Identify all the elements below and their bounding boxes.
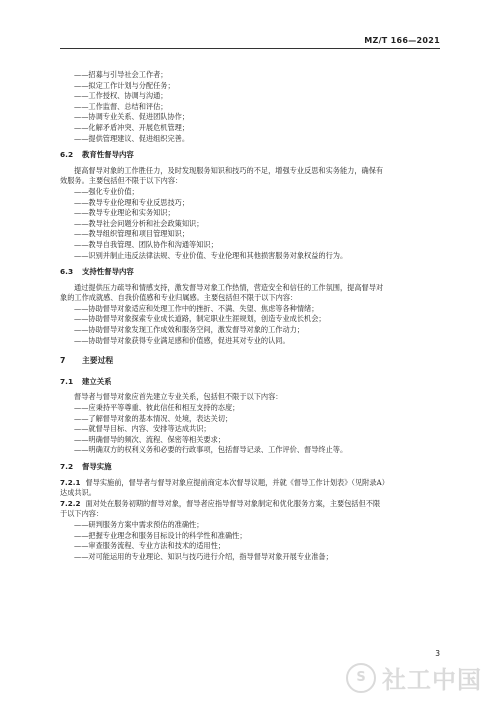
paragraph-line: 效服务。主要包括但不限于以下内容： [60,176,183,186]
subsection-number: 7.2.2 [60,498,81,508]
section-number: 6.2 [60,150,74,160]
list-top [60,70,440,144]
list-item: ——拟定工作计划与分配任务； [74,80,175,90]
list-item: ——工作授权、协调与沟通； [74,91,168,101]
list-6-2 [60,187,440,261]
list-item: ——强化专业价值； [74,186,139,196]
watermark [346,660,482,695]
list-item: ——应秉持平等尊重、彼此信任和相互支持的态度； [74,403,240,413]
paragraph-7-2-1 [60,478,440,499]
list-7-2-2 [60,520,440,562]
paragraph-line: 象的工作成就感、自我价值感和专业归属感。主要包括但不限于以下内容： [60,293,298,303]
document-number: MZ/T 166—2021 [364,36,440,45]
list-item: ——协助督导对象适应和处理工作中的挫折、不满、失望、焦虑等各种情绪； [74,303,319,313]
list-item: ——招募与引导社会工作者； [74,70,168,79]
header-rule [60,48,440,49]
list-item: ——研判服务方案中需求预估的准确性； [74,519,204,529]
section-heading-7-2 [60,462,440,473]
list-6-3 [60,304,440,346]
section-heading-6-3 [60,267,440,278]
paragraph-line: 通过提供压力疏导和情感支持，激发督导对象工作热情，营造安全和信任的工作氛围，提高督导对 [74,282,384,292]
list-7-1 [60,403,440,456]
list-item: ——工作监督、总结和评估； [74,101,168,111]
section-heading-6-2 [60,150,440,161]
list-item: ——明确督导的频次、流程、保密等相关要求； [74,434,225,444]
list-item: ——识别并制止违反法律法规、专业价值、专业伦理和其他损害服务对象权益的行为。 [74,250,348,260]
section-number: 6.3 [60,267,74,277]
paragraph-line: 督导者与督导对象应首先建立专业关系，包括但不限于以下内容： [74,392,283,402]
list-item: ——化解矛盾冲突、开展危机管理； [74,122,190,132]
paragraph-7-2-2 [60,499,440,520]
list-item: ——教导专业伦理和专业反思技巧； [74,197,190,207]
page-content [60,70,440,562]
paragraph [60,392,440,403]
section-title: 教育性督导内容 [82,150,134,160]
list-item: ——了解督导对象的基本情况、处境，表达关切； [74,413,233,423]
list-item: ——教导组织管理和项目管理知识； [74,229,190,239]
section-title: 建立关系 [82,376,112,386]
list-item: ——把握专业理念和服务目标设计的科学性和准确性； [74,530,247,540]
section-heading-7 [60,356,440,367]
section-title: 支持性督导内容 [82,267,134,277]
watermark-text: 社工中国 [382,666,482,694]
paragraph-line: 面对处在服务初期的督导对象，督导者应指导督导对象制定和优化服务方案，主要包括但不限 [85,498,381,508]
list-item: ——就督导目标、内容、安排等达成共识； [74,424,211,434]
paragraph-line: 达成共识。 [60,488,96,498]
page-number: 3 [435,649,440,658]
list-item: ——协调专业关系、促进团队协作； [74,112,190,122]
list-item: ——协助督导对象发现工作成效和服务空间，激发督导对象的工作动力； [74,325,305,335]
list-item: ——审查服务流程、专业方法和技术的适用性； [74,541,225,551]
section-number: 7.2 [60,462,74,471]
list-item: ——提供管理建议、促进组织完善。 [74,133,190,143]
list-item: ——明确双方的权利义务和必要的行政事项，包括督导记录、工作评价、督导终止等。 [74,445,348,455]
paragraph-line: 提高督导对象的工作胜任力，及时发现服务知识和技巧的不足，增强专业反思和实务能力，确保有 [74,165,384,175]
section-heading-7-1 [60,377,440,388]
paragraph-line: 于以下内容： [60,509,104,519]
section-title: 主要过程 [82,356,114,366]
paragraph [60,166,440,177]
list-item: ——教导专业理论和实务知识； [74,208,175,218]
watermark-logo-icon: S [346,663,376,693]
section-title: 督导实施 [82,462,112,471]
section-number: 7.1 [60,376,74,386]
subsection-number: 7.2.1 [60,477,81,487]
list-item: ——对可能运用的专业理论、知识与技巧进行介绍，指导督导对象开展专业准备； [74,551,333,561]
list-item: ——协助督导对象获得专业满足感和价值感，促进其对专业的认同。 [74,335,290,345]
list-item: ——协助督导对象探索专业成长道路，制定职业生涯规划，创造专业成长机会； [74,314,326,324]
list-item: ——教导社会问题分析和社会政策知识； [74,218,204,228]
paragraph [60,283,440,294]
paragraph-line: 督导实施前，督导者与督导对象应提前商定本次督导议题，并就《督导工作计划表》（见附录A） [85,477,389,487]
list-item: ——教导自我管理、团队协作和沟通等知识； [74,239,218,249]
section-number: 7 [60,356,66,366]
